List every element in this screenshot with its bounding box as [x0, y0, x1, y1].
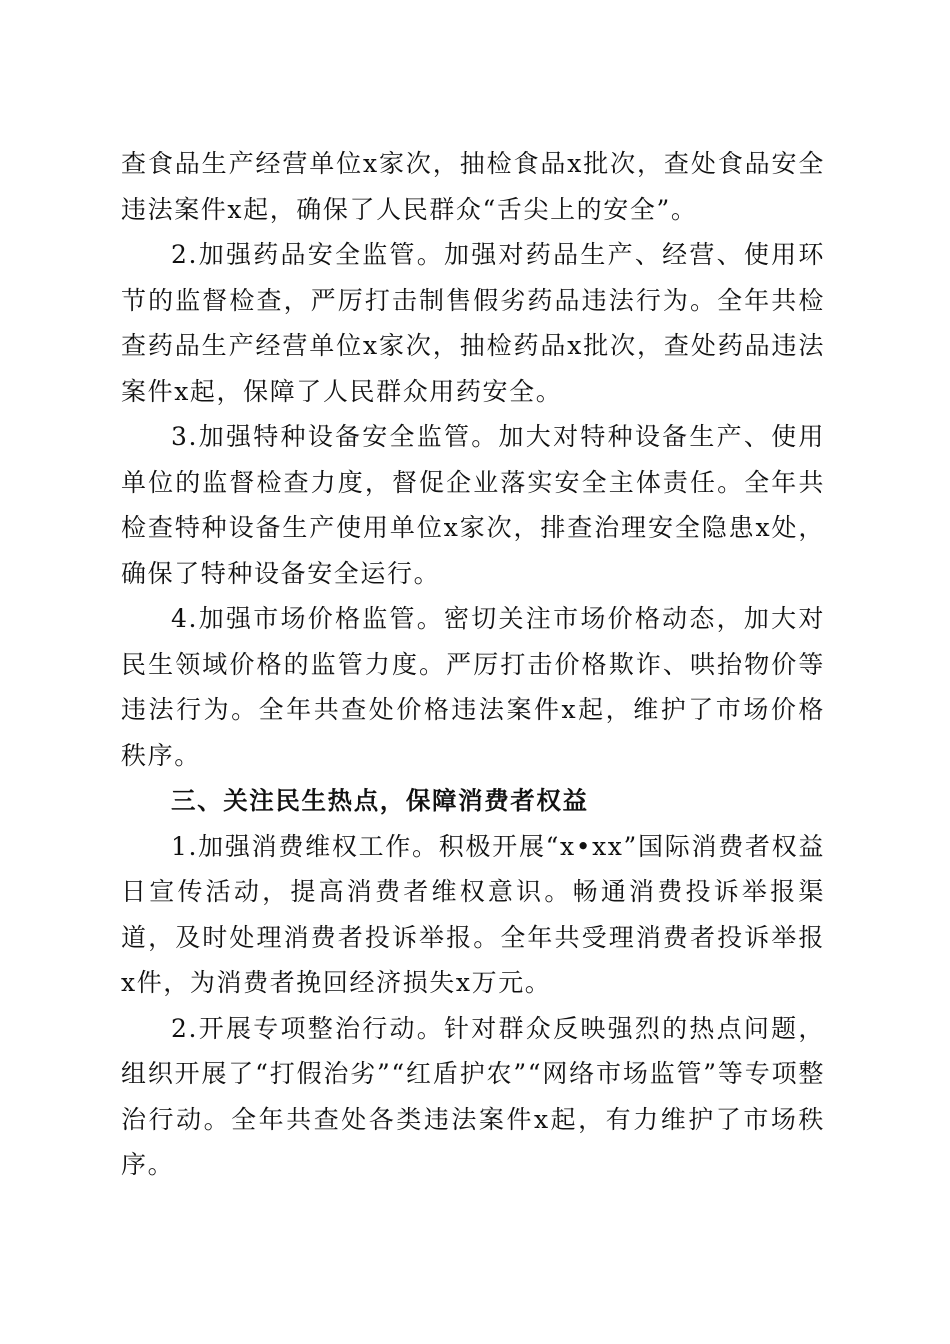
- paragraph-consumer-rights: 1.加强消费维权工作。积极开展“x•xx”国际消费者权益日宣传活动，提高消费者维权意识。畅通消费投诉举报渠道，及时处理消费者投诉举报。全年共受理消费者投诉举报x件，为消费者挽回经济损失x万元。: [121, 831, 825, 997]
- section-heading: 三、关注民生热点，保障消费者权益: [171, 786, 589, 815]
- paragraph-drug-safety: 2.加强药品安全监管。加强对药品生产、经营、使用环节的监督检查，严厉打击制售假劣药品违法行为。全年共检查药品生产经营单位x家次，抽检药品x批次，查处药品违法案件x起，保障了人民群众用药安全。: [121, 240, 825, 406]
- paragraph-price-supervision: 4.加强市场价格监管。密切关注市场价格动态，加大对民生领域价格的监管力度。严厉打击价格欺诈、哄抬物价等违法行为。全年共查处价格违法案件x起，维护了市场价格秩序。: [121, 604, 825, 770]
- paragraph-special-rectification: 2.开展专项整治行动。针对群众反映强烈的热点问题，组织开展了“打假治劣”“红盾护农”“网络市场监管”等专项整治行动。全年共查处各类违法案件x起，有力维护了市场秩序。: [121, 1013, 825, 1179]
- paragraph-food-safety-continued: 查食品生产经营单位x家次，抽检食品x批次，查处食品安全违法案件x起，确保了人民群众“舌尖上的安全”。: [121, 149, 825, 224]
- document-body: [121, 141, 825, 1188]
- paragraph-special-equipment: 3.加强特种设备安全监管。加大对特种设备生产、使用单位的监督检查力度，督促企业落实安全主体责任。全年共检查特种设备生产使用单位x家次，排查治理安全隐患x处，确保了特种设备安全运行。: [121, 422, 825, 588]
